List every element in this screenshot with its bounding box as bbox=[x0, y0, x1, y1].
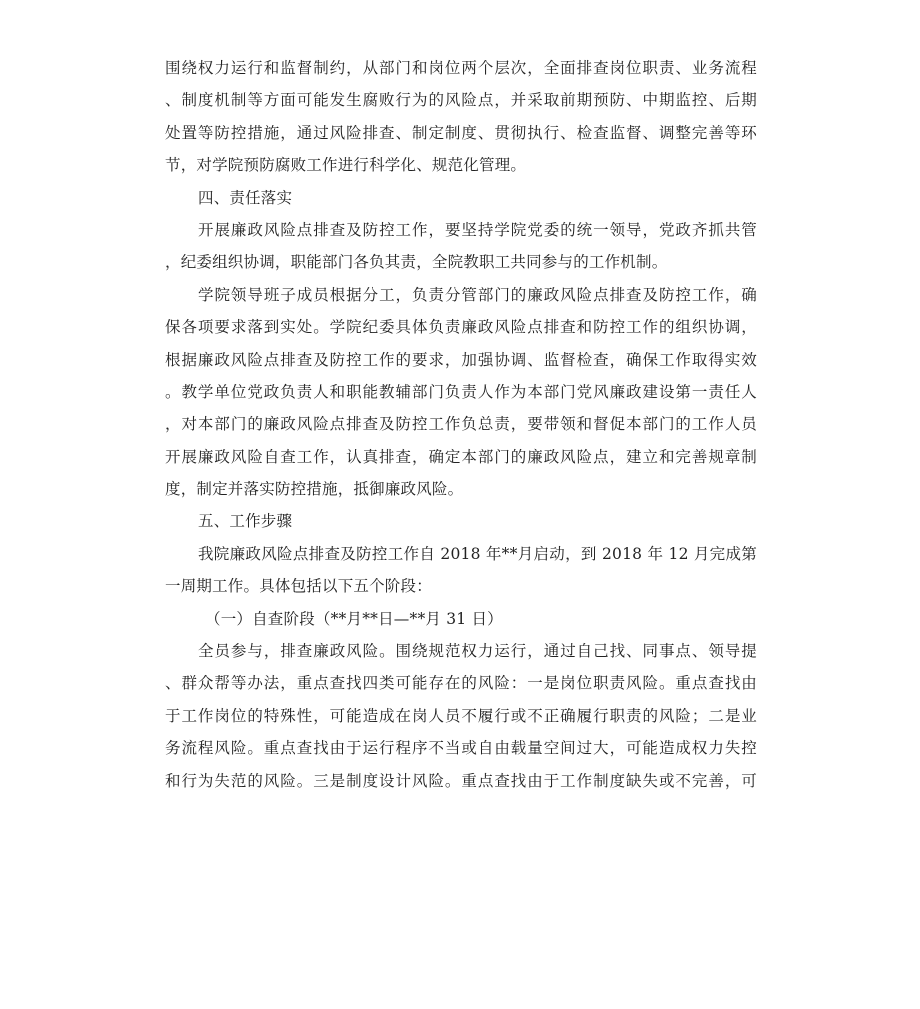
paragraph-line: 处置等防控措施，通过风险排查、制定制度、贯彻执行、检查监督、调整完善等环 bbox=[165, 123, 757, 142]
paragraph-line: 度，制定并落实防控措施，抵御廉政风险。 bbox=[165, 480, 464, 499]
paragraph-line: ，纪委组织协调，职能部门各负其责，全院教职工共同参与的工作机制。 bbox=[165, 253, 668, 272]
paragraph-line: 务流程风险。重点查找由于运行程序不当或自由载量空间过大，可能造成权力失控 bbox=[165, 739, 757, 758]
paragraph-line: 、制度机制等方面可能发生腐败行为的风险点，并采取前期预防、中期监控、后期 bbox=[165, 91, 757, 110]
paragraph-line: 节，对学院预防腐败工作进行科学化、规范化管理。 bbox=[165, 156, 527, 175]
paragraph-line: 于工作岗位的特殊性，可能造成在岗人员不履行或不正确履行职责的风险；二是业 bbox=[165, 706, 757, 725]
paragraph-line: 开展廉政风险自查工作，认真排查，确定本部门的廉政风险点，建立和完善规章制 bbox=[165, 447, 757, 466]
paragraph-line: 。教学单位党政负责人和职能教辅部门负责人作为本部门党风廉政建设第一责任人 bbox=[165, 382, 757, 401]
paragraph-line: 一周期工作。具体包括以下五个阶段： bbox=[165, 577, 432, 596]
paragraph-line: 和行为失范的风险。三是制度设计风险。重点查找由于工作制度缺失或不完善，可 bbox=[165, 771, 757, 790]
document-body bbox=[165, 52, 757, 797]
section-heading-work-steps: 五、工作步骤 bbox=[198, 512, 293, 531]
paragraph-line: 开展廉政风险点排查及防控工作，要坚持学院党委的统一领导，党政齐抓共管 bbox=[198, 220, 757, 239]
paragraph-line: 保各项要求落到实处。学院纪委具体负责廉政风险点排查和防控工作的组织协调， bbox=[165, 318, 757, 337]
subsection-heading-self-check: （一）自查阶段（**月**日—**月 31 日） bbox=[205, 609, 503, 628]
paragraph-line: 我院廉政风险点排查及防控工作自 2018 年**月启动，到 2018 年 12 月完成第 bbox=[198, 544, 757, 563]
paragraph-line: 围绕权力运行和监督制约，从部门和岗位两个层次，全面排查岗位职责、业务流程 bbox=[165, 59, 757, 77]
paragraph-line: 、群众帮等办法，重点查找四类可能存在的风险：一是岗位职责风险。重点查找由 bbox=[165, 674, 757, 693]
paragraph-line: 根据廉政风险点排查及防控工作的要求，加强协调、监督检查，确保工作取得实效 bbox=[165, 350, 757, 369]
paragraph-line: ，对本部门的廉政风险点排查及防控工作负总责，要带领和督促本部门的工作人员 bbox=[165, 415, 757, 434]
section-heading-responsibility: 四、责任落实 bbox=[198, 188, 293, 207]
paragraph-line: 学院领导班子成员根据分工，负责分管部门的廉政风险点排查及防控工作，确 bbox=[198, 285, 757, 304]
paragraph-line: 全员参与，排查廉政风险。围绕规范权力运行，通过自己找、同事点、领导提 bbox=[198, 642, 757, 661]
